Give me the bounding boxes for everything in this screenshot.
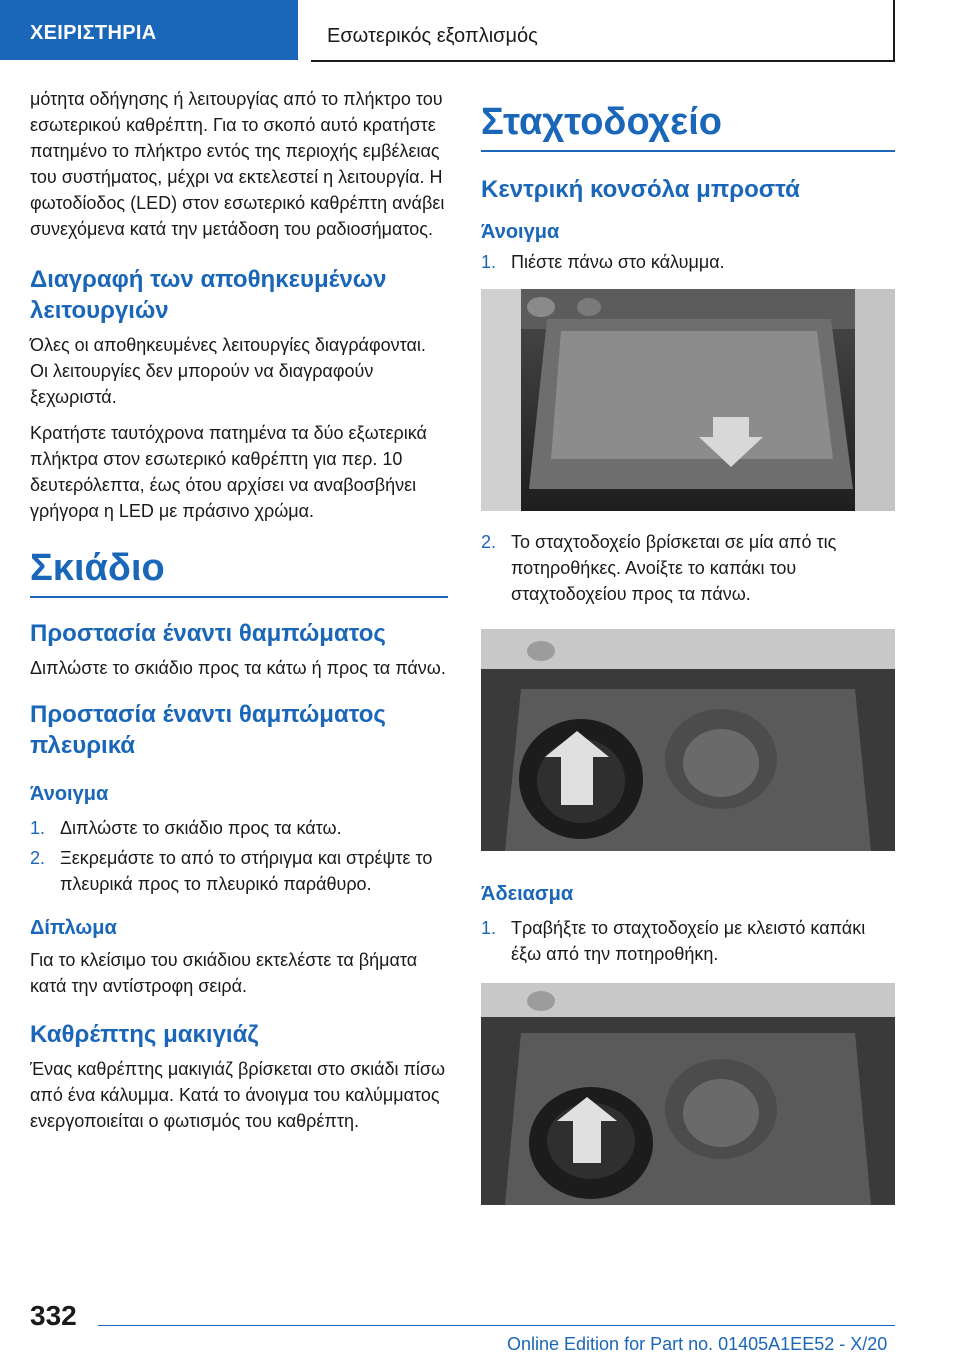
glare-front-heading: Προστασία έναντι θαμπώματος	[30, 620, 386, 647]
list-item: 2. Ξεκρεμάστε το από το στήριγμα και στρέψτε το πλευρικά προς το πλευρικό παράθυρο.	[30, 848, 433, 894]
ashtray-removal-image	[481, 983, 895, 1205]
ashtray-heading: Σταχτοδοχείο	[481, 100, 895, 152]
console-heading: Κεντρική κονσόλα μπροστά	[481, 176, 800, 203]
ashtray-removal-illustration	[481, 983, 895, 1205]
left-column	[30, 86, 448, 1134]
list-item: 2. Το σταχτοδοχείο βρίσκεται σε μία από τις ποτηροθήκες. Ανοίξτε το καπάκι του σταχτοδοχείου προς τα πάνω.	[481, 532, 837, 604]
vanity-mirror-text: Ένας καθρέπτης μακιγιάζ βρίσκεται στο σκιάδι πίσω από ένα κάλυμμα. Κατά το άνοιγμα του καλύμματος ενεργοποιείται ο φωτισμός του καθρέπτη.	[30, 1059, 446, 1131]
ashtray-opening-heading: Άνοιγμα	[481, 221, 560, 243]
ashtray-step-2	[481, 529, 895, 607]
glare-front-text: Διπλώστε το σκιάδιο προς τα κάτω ή προς τα πάνω.	[30, 658, 446, 678]
intro-paragraph: μότητα οδήγησης ή λειτουργίας από το πλήκτρο του εσωτερικού καθρέπτη. Για το σκοπό αυτό κρατήστε πατημένο το πλήκτρο εντός της περιοχής εμβέλειας του συστήματος, μέχρι να εκτελεστεί η λειτουργία. Η φωτοδίοδος (LED) στον εσωτερικό καθρέπτη ανάβει συνεχόμενα κατά την μετάδοση του ραδιοσήματος.	[30, 89, 445, 239]
vanity-mirror-heading: Καθρέπτης μακιγιάζ	[30, 1021, 259, 1048]
console-cover-image	[481, 289, 895, 511]
edition-footer: Online Edition for Part no. 01405A1EE52 - X/20	[507, 1334, 888, 1354]
page-number: 332	[30, 1300, 77, 1331]
delete-paragraph-2: Κρατήστε ταυτόχρονα πατημένα τα δύο εξωτερικά πλήκτρα στον εσωτερικό καθρέπτη για περ. 10 δευτερόλεπτα, έως ότου αρχίσει να αναβοσβήνει γρήγορα η LED με πράσινο χρώμα.	[30, 423, 427, 521]
delete-paragraph-1: Όλες οι αποθηκευμένες λειτουργίες διαγράφονται. Οι λειτουργίες δεν μπορούν να διαγραφούν ξεχωριστά.	[30, 335, 426, 407]
ashtray-open-image	[481, 629, 895, 851]
visor-opening-steps	[30, 815, 448, 897]
emptying-step-1	[481, 915, 895, 967]
chapter-title: Εσωτερικός εξοπλισμός	[311, 0, 895, 62]
console-cover-illustration	[481, 289, 895, 511]
list-item: 1. Διπλώστε το σκιάδιο προς τα κάτω.	[30, 818, 342, 838]
folding-text: Για το κλείσιμο του σκιάδιου εκτελέστε τα βήματα κατά την αντίστροφη σειρά.	[30, 950, 418, 996]
folding-heading: Δίπλωμα	[30, 917, 117, 939]
glare-side-heading: Προστασία έναντι θαμπώματος πλευρικά	[30, 701, 386, 759]
ashtray-open-illustration	[481, 629, 895, 851]
ashtray-step-1	[481, 249, 895, 275]
delete-heading: Διαγραφή των αποθηκευμένων λειτουργιών	[30, 266, 387, 324]
list-item: 1. Πιέστε πάνω στο κάλυμμα.	[481, 252, 725, 272]
section-tab: ΧΕΙΡΙΣΤΗΡΙΑ	[0, 0, 298, 60]
emptying-heading: Άδειασμα	[481, 883, 574, 905]
footer-divider	[98, 1325, 895, 1326]
visor-opening-heading: Άνοιγμα	[30, 783, 109, 805]
list-item: 1. Τραβήξτε το σταχτοδοχείο με κλειστό καπάκι έξω από την ποτηροθήκη.	[481, 918, 866, 964]
visor-heading: Σκιάδιο	[30, 546, 448, 598]
right-column	[481, 100, 895, 1205]
